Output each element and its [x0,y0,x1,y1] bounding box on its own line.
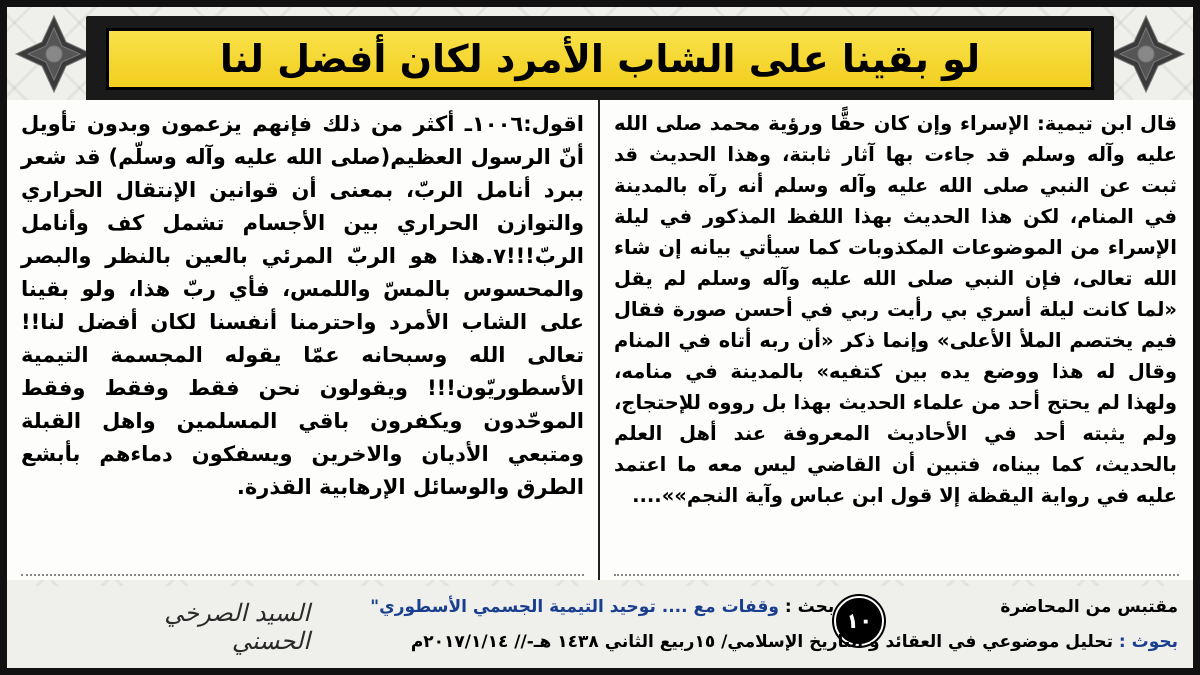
quote-column [598,100,1193,580]
signature-calligraphy: السيد الصرخي الحسني [164,599,310,655]
title-bar [86,16,1114,102]
research-text: تحليل موضوعي في العقائد و التاريخ الإسلامي/ ١٥ربيع الثاني ١٤٣٨ هـ-// ٢٠١٧/١/١٤م [410,632,1113,652]
research-label: بحوث : [1118,632,1178,652]
quote-text: قال ابن تيمية: الإسراء وإن كان حقًّا ورؤية محمد صلى الله عليه وآله وسلم قد جاءت بها آثار ثابتة، وهذا الحديث قد ثبت عن النبي صلى الله عليه وآله وسلم أنه رآه بالمدينة في المنام، لكن هذا الحديث بهذا اللفظ المذكور في ليلة الإسراء من الموضوعات المكذوبات كما سيأتي بيانه إن شاء الله تعالى، فإن النبي صلى الله عليه وآله وسلم لم يقل «لما كانت ليلة أسري بي رأيت ربي في أحسن صورة فقال فيم يختصم الملأ الأعلى» وإنما ذكر «أن ربه أتاه في المنام وقال له هذا ووضع يده بين كتفيه» بالمدينة في منامه، ولهذا لم يحتج أحد من علماء الحديث بهذا بل رووه للإحتجاج، ولم يثبته أحد في الأحاديث المعروفة عند أهل العلم بالحديث، كما بيناه، فتبين أن القاضي ليس معه ما اعتمد عليه في رواية اليقظة إلا قول ابن عباس وآية النجم»».... [614,112,1177,507]
research-line [411,632,1178,652]
ornament-right-icon [1106,14,1186,94]
title-banner [106,28,1094,90]
commentary-column [7,100,598,580]
ornament-left-icon [14,14,94,94]
page-title: لو بقينا على الشاب الأمرد لكان أفضل لنا [219,37,981,81]
series-prefix: من بحث : [784,597,866,617]
lecture-number-badge: ١٠ [834,596,884,646]
series-line [370,597,866,617]
commentary-text: اقول:١٠٠٦ـ أكثر من ذلك فإنهم يزعمون وبدون تأويل أنّ الرسول العظيم(صلى الله عليه وآله وسلّم) قد شعر ببرد أنامل الربّ، بمعنى أن قوانين الإنتقال الحراري والتوازن الحراري بين الأجسام تشمل كف وأنامل الربّ!!!٧.هذا هو الربّ المرئي بالعين بالنظر والبصر والمحسوس بالمسّ واللمس، فأي ربّ هذا، ولو بقينا على الشاب الأمرد واحترمنا أنفسنا لكان أفضل لنا!! تعالى الله وسبحانه عمّا يقوله المجسمة التيمية الأسطوريّون!!! ويقولون نحن فقط وفقط وفقط الموحّدون ويكفرون باقي المسلمين واهل القبلة ومتبعي الأديان والاخرين ويسفكون دماءهم بأبشع الطرق والوسائل الإرهابية القذرة. [21,112,584,499]
series-title: وقفات مع .... توحيد التيمية الجسمي الأسطوري" [370,597,779,617]
source-label: مقتبس من المحاضرة [1000,597,1178,617]
